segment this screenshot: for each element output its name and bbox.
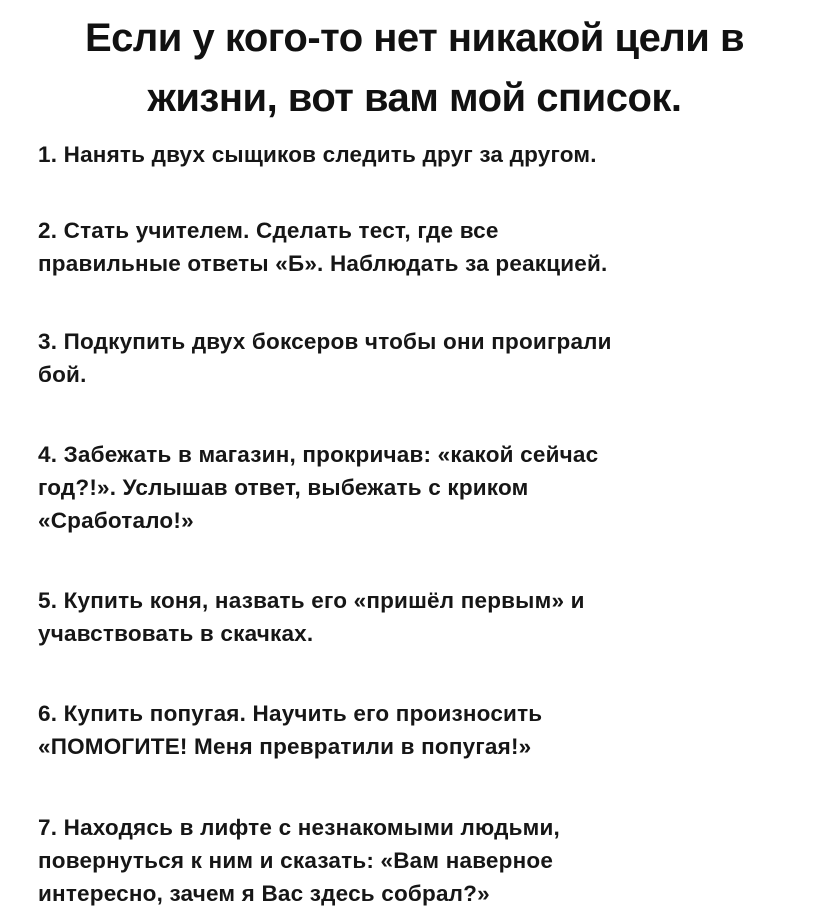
list-item-line: правильные ответы «Б». Наблюдать за реакцией. xyxy=(38,251,608,276)
list-item-line: бой. xyxy=(38,362,87,387)
idea-list xyxy=(38,138,798,910)
title-line-2: жизни, вот вам мой список. xyxy=(147,76,682,120)
list-item-line: 2. Стать учителем. Сделать тест, где все xyxy=(38,218,499,243)
list-item-line: «Сработало!» xyxy=(38,508,194,533)
title-line-1: Если у кого-то нет никакой цели в xyxy=(84,16,745,60)
list-item-line: «ПОМОГИТЕ! Меня превратили в попугая!» xyxy=(38,734,532,759)
list-item xyxy=(38,138,798,171)
list-item-line: 5. Купить коня, назвать его «пришёл первым» и xyxy=(38,588,585,613)
list-item-line: 7. Находясь в лифте с незнакомыми людьми, xyxy=(38,815,560,840)
list-item xyxy=(38,584,798,650)
list-item-line: 6. Купить попугая. Научить его произносить xyxy=(38,701,543,726)
list-item xyxy=(38,811,798,910)
list-item xyxy=(38,438,798,537)
list-item-line: год?!». Услышав ответ, выбежать с криком xyxy=(38,475,529,500)
list-item-line: 4. Забежать в магазин, прокричав: «какой сейчас xyxy=(38,442,599,467)
list-item-line: учавствовать в скачках. xyxy=(38,621,314,646)
list-item-line: 1. Нанять двух сыщиков следить друг за другом. xyxy=(38,142,597,167)
page-title xyxy=(25,8,805,128)
list-item-line: повернуться к ним и сказать: «Вам наверное xyxy=(38,848,554,873)
list-item xyxy=(38,214,798,280)
list-item-line: интересно, зачем я Вас здесь собрал?» xyxy=(38,881,490,906)
list-item xyxy=(38,697,798,763)
list-item xyxy=(38,325,798,391)
list-item-line: 3. Подкупить двух боксеров чтобы они проиграли xyxy=(38,329,612,354)
